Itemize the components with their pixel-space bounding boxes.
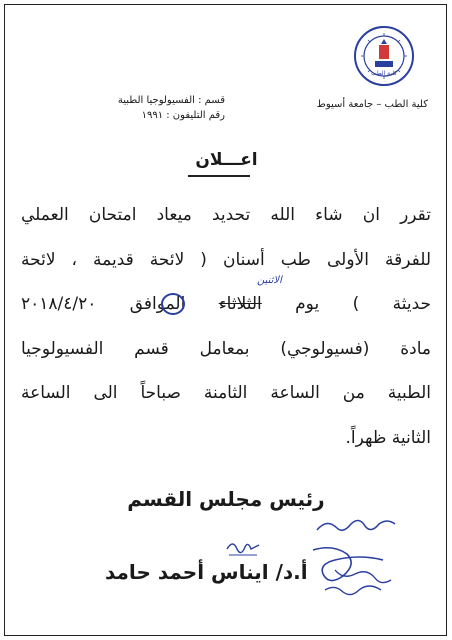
title-underline	[188, 175, 250, 177]
body-line-3	[21, 282, 431, 327]
seal-label: كلية الطب	[370, 70, 398, 77]
department-header	[85, 93, 225, 123]
initials-signature-icon	[223, 535, 263, 559]
circle-mark	[161, 293, 185, 315]
line3-suffix: الموافق ٢٠١٨/٤/٢٠	[21, 294, 219, 314]
body-line-1: تقرر ان شاء الله تحديد ميعاد امتحان العملي	[21, 205, 431, 225]
chair-title: رئيس مجلس القسم	[127, 487, 325, 511]
signatory-name: أ.د/ ايناس أحمد حامد	[105, 560, 308, 584]
line3-prefix: حديثة ) يوم	[261, 294, 431, 314]
body-line-6: الثانية ظهراً.	[345, 427, 431, 448]
document-page	[4, 4, 447, 636]
struck-day: الثلاثاء	[218, 294, 262, 314]
announcement-title: اعـــلان	[195, 150, 258, 170]
body-line-4: مادة (فسيولوجي) بمعامل قسم الفسيولوجيا	[21, 338, 431, 359]
body-line-5: الطبية من الساعة الثامنة صباحاً الى الساعة	[21, 383, 431, 403]
university-seal-icon	[353, 25, 415, 87]
department-name: قسم : الفسيولوجيا الطبية	[117, 95, 225, 106]
faculty-header: كلية الطب – جامعة أسيوط	[316, 99, 428, 110]
announcement-body	[21, 193, 431, 460]
handwritten-signature-icon	[305, 510, 415, 605]
department-phone: رقم التليفون : ١٩٩١	[141, 110, 225, 121]
body-line-2: للفرقة الأولى طب أسنان ( لائحة قديمة ، لائحة	[21, 249, 431, 270]
handwritten-correction: الاثنين	[257, 275, 282, 286]
